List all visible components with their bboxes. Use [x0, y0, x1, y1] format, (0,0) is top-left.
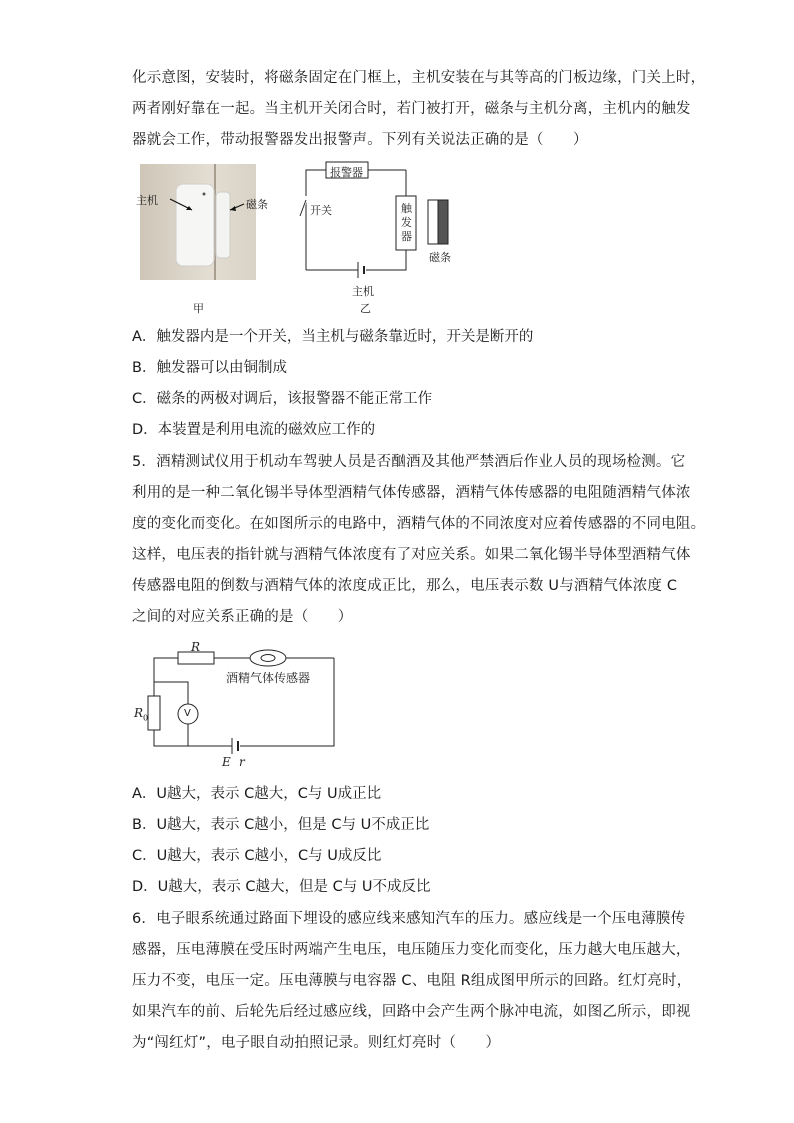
label-sensor: 酒精气体传感器 [226, 671, 311, 685]
label-voltmeter: V [184, 708, 191, 719]
magnet-north [428, 200, 438, 244]
q5-text-line-3: 度的变化而变化。在如图所示的电路中，酒精气体的不同浓度对应着传感器的不同电阻。 [132, 516, 706, 532]
figure-jia-photo [140, 164, 256, 280]
q5-text-line-2: 利用的是一种二氧化锡半导体型酒精气体传感器，酒精气体传感器的电阻随酒精气体浓 [132, 485, 691, 501]
label-magnet-jia: 磁条 [246, 198, 268, 211]
q5-text-line-5: 传感器电阻的倒数与酒精气体的浓度成正比，那么，电压表示数 U与酒精气体浓度 C [132, 578, 678, 594]
caption-yi: 乙 [360, 302, 371, 315]
q4-option-b[interactable]: B．触发器可以由铜制成 [132, 360, 287, 376]
label-r-internal: r [239, 755, 245, 769]
q4-text-line-1: 化示意图，安装时，将磁条固定在门框上，主机安装在与其等高的门板边缘，门关上时， [132, 70, 706, 86]
label-alarm: 报警器 [330, 166, 363, 179]
resistor-r0 [148, 696, 160, 730]
q6-text-line-1: 6．电子眼系统通过路面下埋设的感应线来感知汽车的压力。感应线是一个压电薄膜传 [132, 911, 686, 927]
q5-option-c[interactable]: C．U越大，表示 C越小，C与 U成反比 [132, 848, 382, 864]
label-switch: 开关 [310, 204, 332, 217]
figure-yi-circuit [290, 158, 470, 288]
label-e: E [222, 755, 231, 769]
q5-option-d[interactable]: D．U越大，表示 C越大，但是 C与 U不成反比 [132, 879, 431, 895]
q4-option-a[interactable]: A．触发器内是一个开关，当主机与磁条靠近时，开关是断开的 [132, 329, 534, 345]
q5-option-a[interactable]: A．U越大，表示 C越大，C与 U成正比 [132, 786, 382, 802]
label-r0-main: R [134, 706, 144, 720]
q4-option-c[interactable]: C．磁条的两极对调后，该报警器不能正常工作 [132, 391, 433, 407]
alcohol-circuit [130, 640, 350, 770]
label-host-yi: 主机 [352, 285, 374, 298]
label-host-jia: 主机 [136, 194, 158, 207]
q5-option-b[interactable]: B．U越大，表示 C越小，但是 C与 U不成正比 [132, 817, 430, 833]
magnet-south [438, 200, 448, 244]
door-sensor-photo [140, 164, 256, 280]
label-r: R [191, 640, 201, 654]
label-r0-sub: 0 [143, 713, 149, 723]
q6-text-line-4: 如果汽车的前、后轮先后经过感应线，回路中会产生两个脉冲电流，如图乙所示，即视 [132, 1004, 691, 1020]
caption-jia: 甲 [193, 302, 204, 315]
q6-text-line-3: 压力不变，电压一定。压电薄膜与电容器 C、电阻 R组成图甲所示的回路。红灯亮时， [132, 973, 692, 989]
q5-text-line-1: 5．酒精测试仪用于机动车驾驶人员是否酗酒及其他严禁酒后作业人员的现场检测。它 [132, 454, 686, 470]
q4-option-d[interactable]: D．本装置是利用电流的磁效应工作的 [132, 422, 376, 438]
q4-text-line-3: 器就会工作，带动报警器发出报警声。下列有关说法正确的是（ ） [132, 132, 588, 148]
q4-text-line-2: 两者刚好靠在一起。当主机开关闭合时，若门被打开，磁条与主机分离，主机内的触发 [132, 101, 691, 117]
label-magnet-yi: 磁条 [429, 251, 451, 264]
q5-text-line-6: 之间的对应关系正确的是（ ） [132, 609, 353, 625]
q5-text-line-4: 这样，电压表的指针就与酒精气体浓度有了对应关系。如果二氧化锡半导体型酒精气体 [132, 547, 691, 563]
q6-text-line-2: 感器，压电薄膜在受压时两端产生电压，电压随压力变化而变化，压力越大电压越大， [132, 942, 691, 958]
q6-text-line-5: 为“闯红灯”，电子眼自动拍照记录。则红灯亮时（ ） [132, 1035, 501, 1051]
label-trigger: 触发器 [401, 202, 412, 243]
label-r0 [134, 706, 148, 722]
